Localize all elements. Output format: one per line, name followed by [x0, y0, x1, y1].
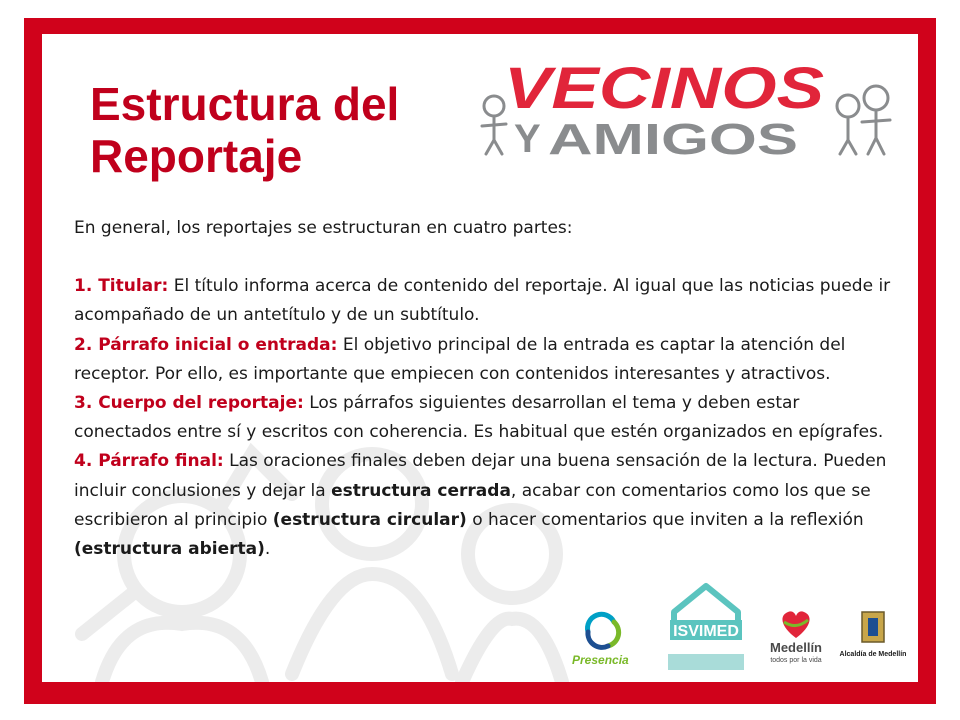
item-text: Las oraciones finales deben dejar una buena sensación de la lectura. Pueden incluir conclusiones y dejar la: [74, 451, 887, 501]
bold-estructura-abierta: (estructura abierta): [74, 539, 265, 560]
medellin-tagline: todos por la vida: [770, 657, 822, 664]
logo-y-text: Y: [514, 117, 541, 160]
item-label: 1. Titular:: [74, 276, 169, 297]
item-entrada: [74, 331, 894, 389]
sponsor-logos: [568, 578, 908, 678]
isvimed-text: ISVIMED: [673, 623, 739, 640]
alcaldia-text: Alcaldía de Medellín: [839, 651, 907, 658]
alcaldia-medellin-logo: [838, 608, 908, 664]
item-titular: [74, 272, 894, 330]
item-text: Los párrafos siguientes desarrollan el tema y deben estar conectados entre sí y escritos con coherencia. Es habitual que estén organizados en epígrafes.: [74, 393, 884, 443]
item-text: El título informa acerca de contenido del reportaje. Al igual que las noticias puede ir acompañado de un antetítulo y de un subtítulo.: [74, 276, 891, 326]
isvimed-logo: [664, 578, 748, 678]
child-figures-right-icon: [837, 86, 890, 154]
bold-estructura-circular: (estructura circular): [272, 509, 467, 530]
title-line-2: Reportaje: [90, 130, 303, 182]
presencia-swirl-icon: [588, 614, 619, 647]
item-parrafo-final: [74, 447, 894, 564]
presencia-text: Presencia: [572, 653, 629, 667]
body-text: [74, 214, 894, 564]
title-line-1: Estructura del: [90, 78, 400, 130]
item-label: 2. Párrafo inicial o entrada:: [74, 334, 338, 355]
intro-paragraph: En general, los reportajes se estructuran en cuatro partes:: [74, 218, 573, 238]
vecinos-y-amigos-logo: [478, 48, 898, 160]
isvimed-underline-art: [668, 654, 744, 670]
presencia-logo: [568, 602, 638, 668]
item-cuerpo: [74, 389, 894, 447]
item-label: 4. Párrafo final:: [74, 451, 224, 472]
child-figure-left-icon: [482, 96, 506, 154]
medellin-logo: [764, 604, 828, 668]
item-text: o hacer comentarios que inviten a la reflexión: [466, 509, 864, 530]
item-text: , acabar con comentarios como los que se escribieron al principio: [74, 480, 871, 530]
medellin-text: Medellín: [769, 640, 823, 655]
item-text: El objetivo principal de la entrada es captar la atención del receptor. Por ello, es importante que empiecen con contenidos interesantes y atractivos.: [74, 334, 846, 384]
item-label: 3. Cuerpo del reportaje:: [74, 393, 304, 414]
logo-amigos-text: AMIGOS: [548, 115, 798, 160]
alcaldia-coat-of-arms-icon: [862, 612, 884, 642]
spacer: [74, 243, 894, 272]
item-text: .: [264, 539, 271, 560]
page-title: [90, 78, 399, 182]
bold-estructura-cerrada: estructura cerrada: [331, 480, 511, 501]
logo-vecinos-text: VECINOS: [504, 56, 825, 121]
